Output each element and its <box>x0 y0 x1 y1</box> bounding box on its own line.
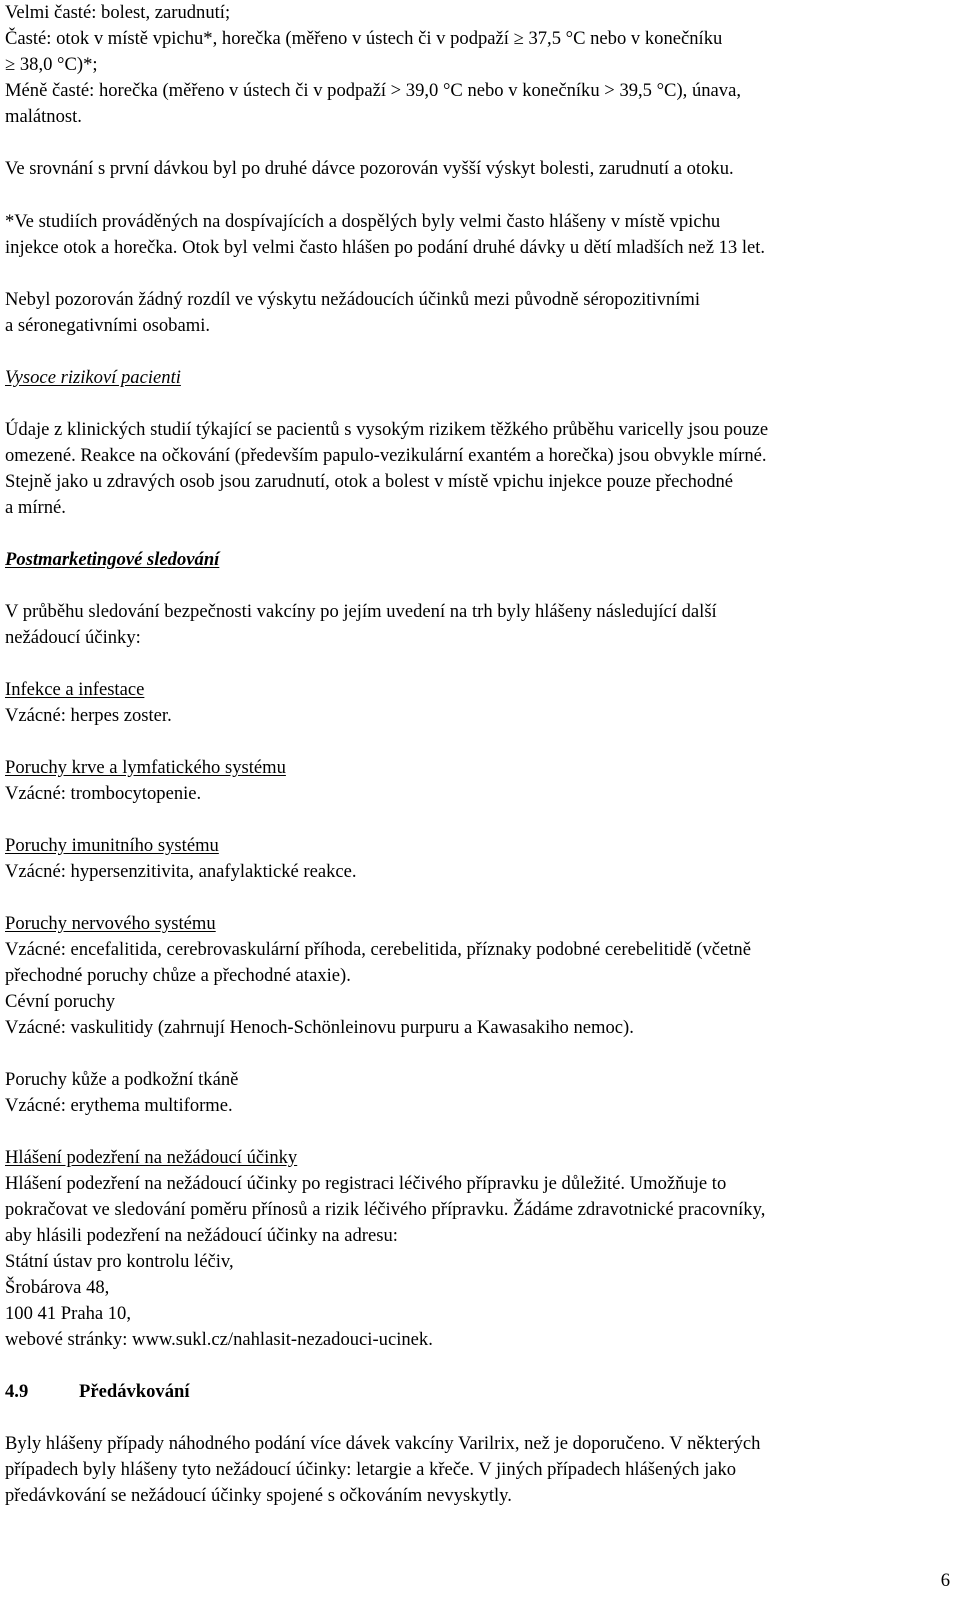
text-line: Velmi časté: bolest, zarudnutí; <box>5 2 231 23</box>
page-number: 6 <box>940 1570 950 1591</box>
text-line: Vzácné: trombocytopenie. <box>5 783 202 804</box>
text-line: Byly hlášeny případy náhodného podání více dávek vakcíny Varilrix, než je doporučeno. V některých <box>5 1433 761 1454</box>
subheading-postmarketing: Postmarketingové sledování <box>5 549 220 570</box>
category-heading: Poruchy imunitního systému <box>5 835 219 856</box>
text-line: Nebyl pozorován žádný rozdíl ve výskytu nežádoucích účinků mezi původně séropozitivními <box>5 289 701 310</box>
text-line: Vzácné: herpes zoster. <box>5 705 172 726</box>
subheading-high-risk: Vysoce rizikoví pacienti <box>5 367 181 388</box>
text-line: a mírné. <box>5 497 66 518</box>
category-heading: Hlášení podezření na nežádoucí účinky <box>5 1147 298 1168</box>
text-line: Časté: otok v místě vpichu*, horečka (měřeno v ústech či v podpaží ≥ 37,5 °C nebo v konečníku <box>5 28 723 49</box>
text-line: přechodné poruchy chůze a přechodné ataxie). <box>5 965 351 986</box>
text-line: případech byly hlášeny tyto nežádoucí účinky: letargie a křeče. V jiných případech hlášených jako <box>5 1459 737 1480</box>
text-line: malátnost. <box>5 106 82 127</box>
section-number: 4.9 <box>5 1381 29 1402</box>
text-line: Vzácné: hypersenzitivita, anafylaktické reakce. <box>5 861 357 882</box>
text-line: nežádoucí účinky: <box>5 627 141 648</box>
category-heading: Infekce a infestace <box>5 679 145 700</box>
text-line: *Ve studiích prováděných na dospívajících a dospělých byly velmi často hlášeny v místě vpichu <box>5 211 721 232</box>
text-line: webové stránky: www.sukl.cz/nahlasit-nezadouci-ucinek. <box>5 1329 433 1350</box>
section-title: Předávkování <box>79 1381 190 1402</box>
section-heading <box>5 1379 190 1405</box>
text-line: V průběhu sledování bezpečnosti vakcíny po jejím uvedení na trh byly hlášeny následující další <box>5 601 717 622</box>
text-line: předávkování se nežádoucí účinky spojené s očkováním nevyskytly. <box>5 1485 512 1506</box>
text-line: pokračovat ve sledování poměru přínosů a rizik léčivého přípravku. Žádáme zdravotnické pracovníky, <box>5 1199 766 1220</box>
text-line: Ve srovnání s první dávkou byl po druhé dávce pozorován vyšší výskyt bolesti, zarudnutí a otoku. <box>5 158 734 179</box>
text-line: Hlášení podezření na nežádoucí účinky po registraci léčivého přípravku je důležité. Umožňuje to <box>5 1173 727 1194</box>
text-line: Vzácné: encefalitida, cerebrovaskulární příhoda, cerebelitida, příznaky podobné cerebelitidě (včetně <box>5 939 751 960</box>
text-line: Stejně jako u zdravých osob jsou zarudnutí, otok a bolest v místě vpichu injekce pouze přechodné <box>5 471 734 492</box>
text-line: aby hlásili podezření na nežádoucí účinky na adresu: <box>5 1225 398 1246</box>
text-line: 100 41 Praha 10, <box>5 1303 132 1324</box>
text-line: Šrobárova 48, <box>5 1277 110 1298</box>
category-heading: Poruchy krve a lymfatického systému <box>5 757 286 778</box>
text-line: Státní ústav pro kontrolu léčiv, <box>5 1251 234 1272</box>
text-line: Méně časté: horečka (měřeno v ústech či v podpaží > 39,0 °C nebo v konečníku > 39,5 °C), únava, <box>5 80 741 101</box>
text-line: Údaje z klinických studií týkající se pacientů s vysokým rizikem těžkého průběhu varicelly jsou pouze <box>5 419 769 440</box>
text-line: a séronegativními osobami. <box>5 315 211 336</box>
text-line: Poruchy kůže a podkožní tkáně <box>5 1069 239 1090</box>
text-line: injekce otok a horečka. Otok byl velmi často hlášen po podání druhé dávky u dětí mladších než 13 let. <box>5 237 766 258</box>
text-line: Vzácné: erythema multiforme. <box>5 1095 233 1116</box>
text-line: omezené. Reakce na očkování (především papulo-vezikulární exantém a horečka) jsou obvykle mírné. <box>5 445 767 466</box>
category-heading: Poruchy nervového systému <box>5 913 216 934</box>
text-line: Cévní poruchy <box>5 991 115 1012</box>
text-line: Vzácné: vaskulitidy (zahrnují Henoch-Schönleinovu purpuru a Kawasakiho nemoc). <box>5 1017 634 1038</box>
text-line: ≥ 38,0 °C)*; <box>5 54 98 75</box>
